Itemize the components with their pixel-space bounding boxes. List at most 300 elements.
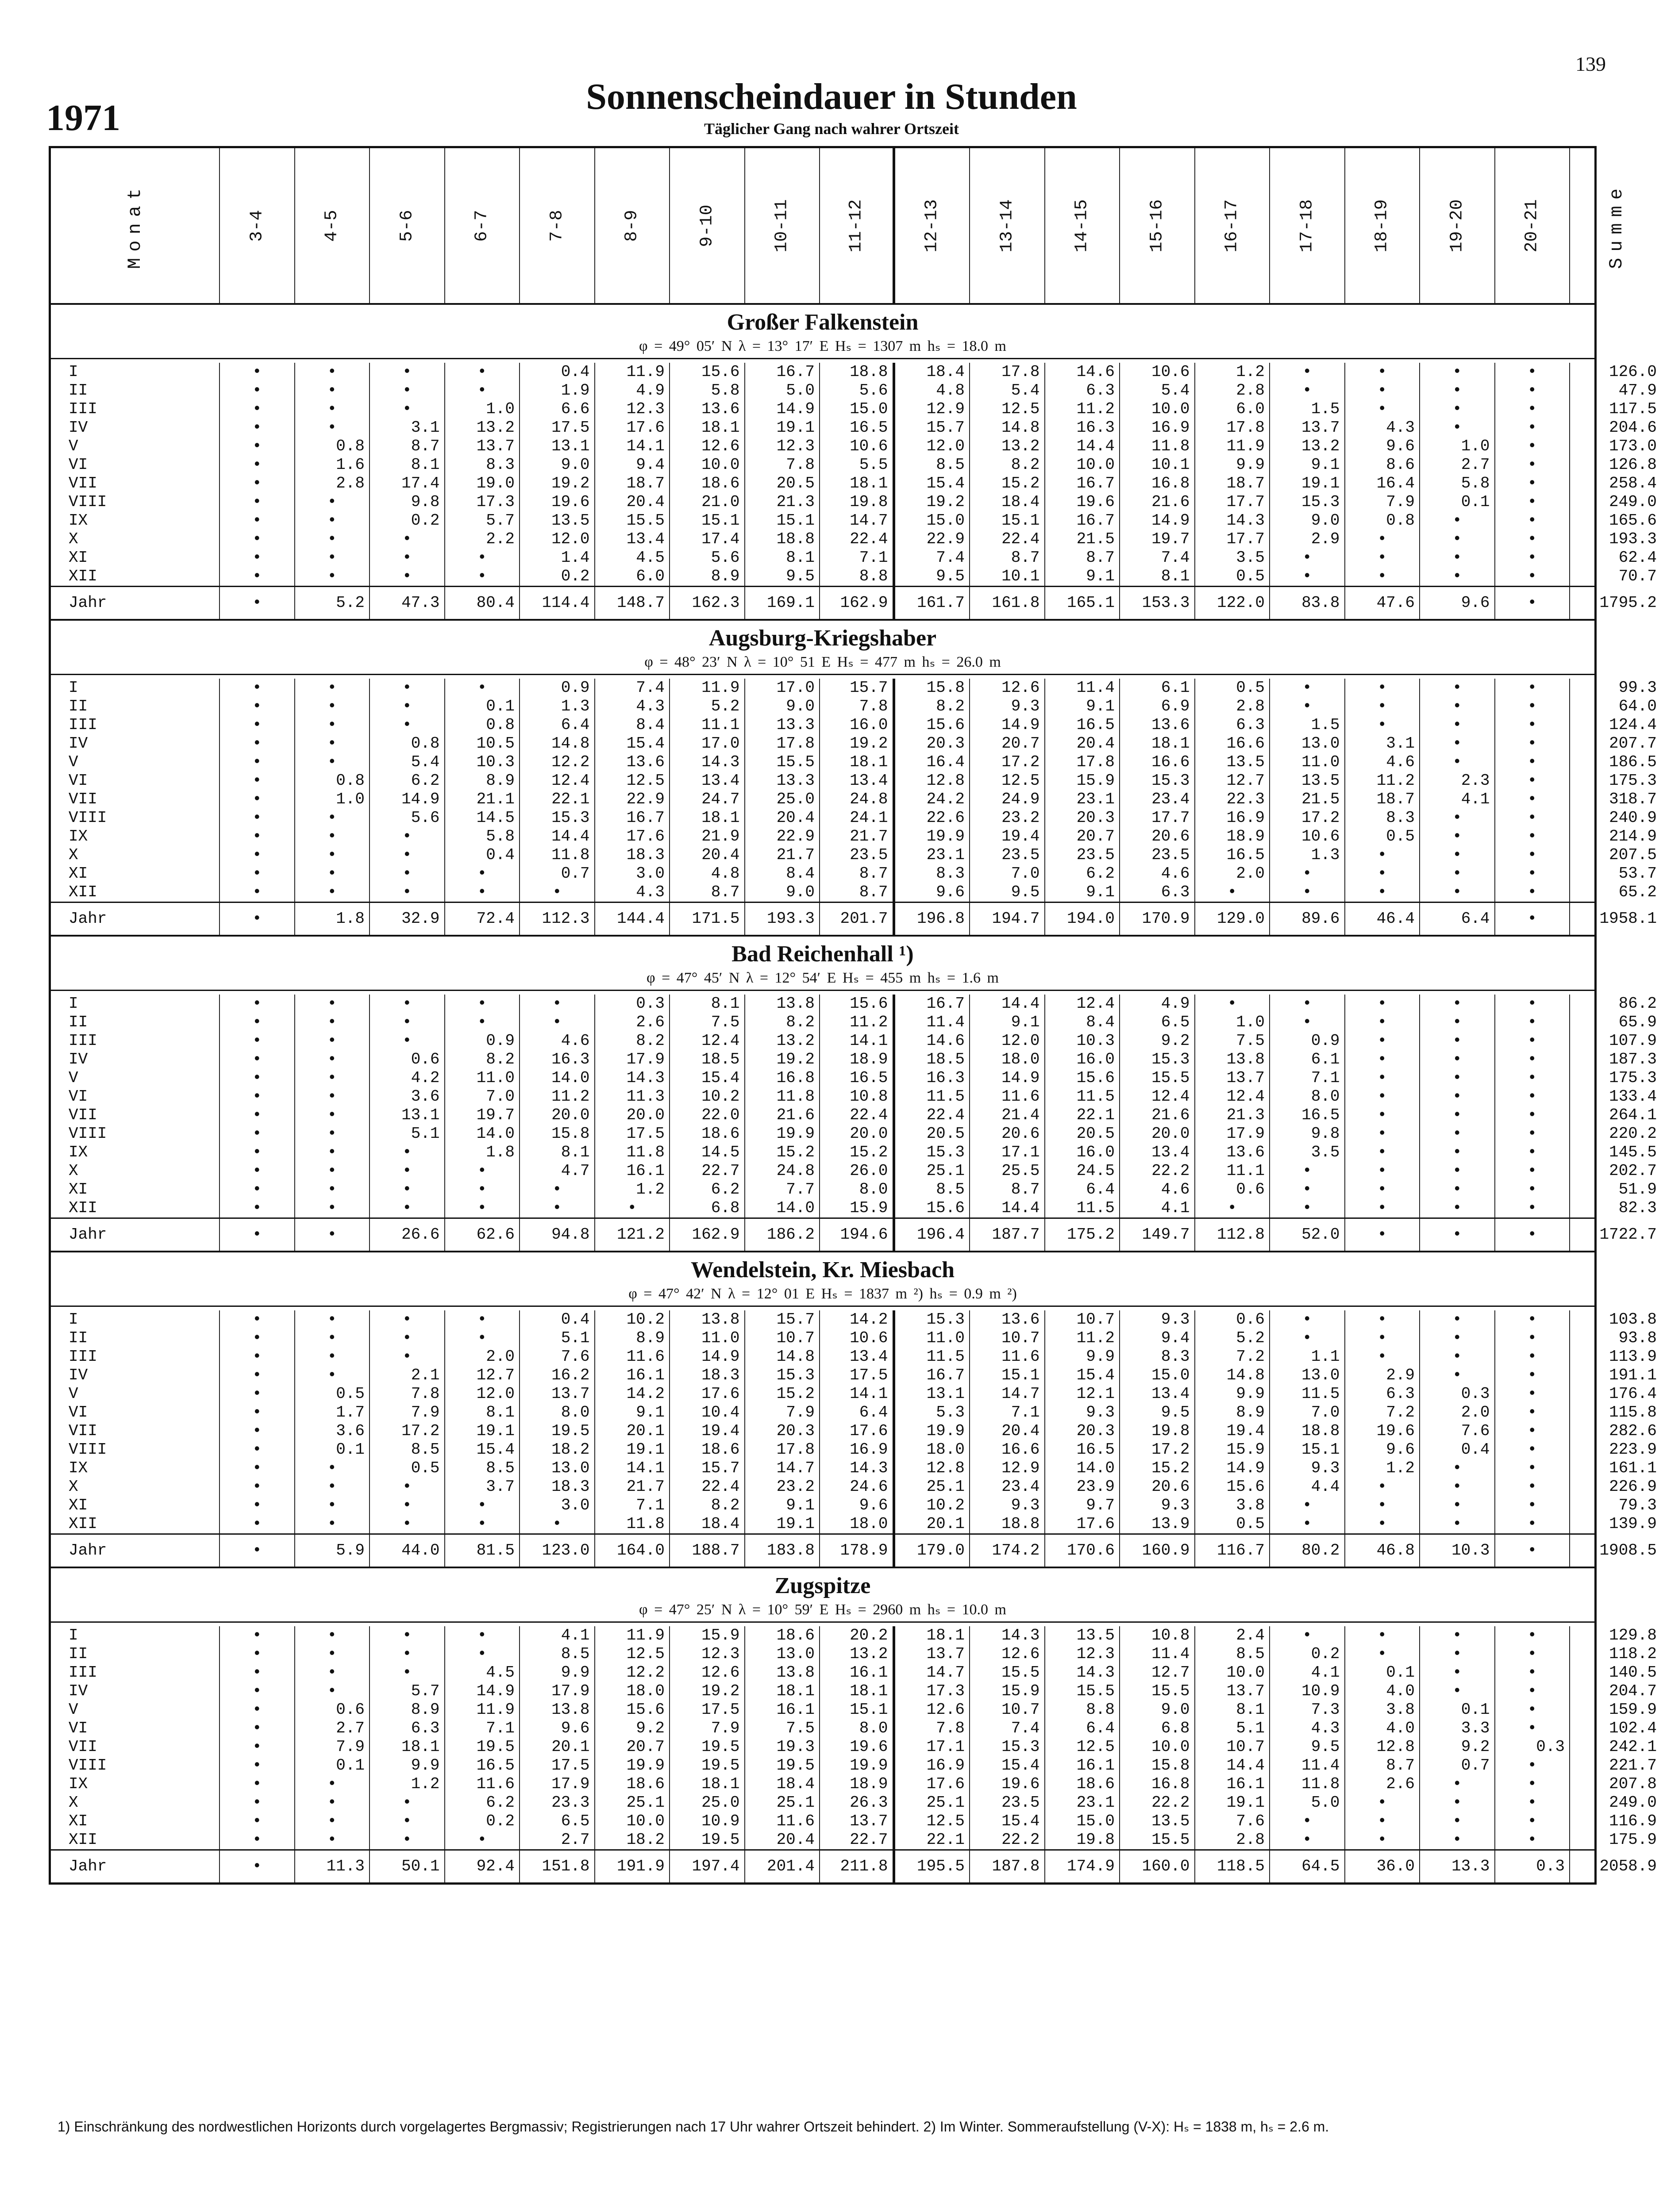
month-cell: IV: [51, 419, 220, 437]
value-cell: •: [1495, 456, 1571, 474]
value-cell: 19.1: [1270, 474, 1345, 493]
header-hour-label: 13-14: [997, 199, 1017, 253]
value-cell: 18.3: [670, 1366, 745, 1385]
value-cell: 13.2: [1270, 437, 1345, 456]
value-cell: 0.9: [1270, 1032, 1345, 1050]
value-cell: 8.9: [370, 1701, 445, 1719]
value-cell: 9.0: [520, 456, 595, 474]
header-hour-label: 11-12: [846, 199, 866, 253]
value-cell: 10.0: [1195, 1663, 1270, 1682]
sum-cell: 102.4: [1609, 1719, 1657, 1737]
value-cell: 16.8: [1120, 1775, 1195, 1793]
value-cell: 18.1: [895, 1626, 970, 1645]
value-cell: 0.8: [1345, 511, 1420, 530]
value-cell: 7.2: [1345, 1403, 1420, 1422]
station-name: Wendelstein, Kr. Miesbach: [690, 1257, 955, 1283]
value-cell: 0.4: [445, 846, 520, 864]
value-cell: •: [1495, 1478, 1571, 1496]
value-cell: •: [1345, 716, 1420, 734]
month-cell: XII: [51, 567, 220, 586]
value-cell: •: [1495, 809, 1571, 827]
value-cell: 21.0: [670, 493, 745, 511]
value-cell: •: [1495, 995, 1571, 1013]
value-cell: 11.9: [445, 1701, 520, 1719]
value-cell: 11.3: [595, 1087, 670, 1106]
value-cell: •: [295, 530, 370, 549]
value-cell: 4.7: [520, 1162, 595, 1180]
value-cell: 4.9: [595, 381, 670, 400]
value-cell: 4.8: [895, 381, 970, 400]
sum-cell: 175.3: [1609, 772, 1657, 790]
value-cell: 8.5: [370, 1440, 445, 1459]
value-cell: 19.6: [820, 1738, 895, 1756]
month-cell: III: [51, 1348, 220, 1366]
value-cell: 11.2: [520, 1087, 595, 1106]
value-cell: 0.6: [295, 1701, 370, 1719]
value-cell: 4.3: [595, 697, 670, 716]
value-cell: 14.9: [445, 1682, 520, 1701]
value-cell: 5.7: [370, 1682, 445, 1701]
value-cell: 3.5: [1195, 549, 1270, 567]
value-cell: 0.1: [1420, 1701, 1495, 1719]
value-cell: 14.0: [745, 1199, 820, 1217]
value-cell: •: [295, 1310, 370, 1329]
value-cell: 186.2: [745, 1219, 820, 1251]
value-cell: 20.3: [745, 1422, 820, 1440]
value-cell: 19.7: [445, 1106, 520, 1125]
value-cell: 10.6: [820, 1329, 895, 1348]
value-cell: 12.3: [595, 400, 670, 419]
header-hour-label: 6-7: [472, 209, 492, 242]
value-cell: 5.4: [1120, 381, 1195, 400]
value-cell: 11.6: [595, 1348, 670, 1366]
value-cell: •: [1270, 995, 1345, 1013]
month-cell: VIII: [51, 809, 220, 827]
value-cell: •: [1345, 1831, 1420, 1849]
station-name: Zugspitze: [774, 1573, 871, 1598]
table-row: [51, 1143, 1657, 1162]
value-cell: •: [370, 1348, 445, 1366]
sum-cell: 124.4: [1609, 716, 1657, 734]
table-row: [51, 1793, 1657, 1812]
value-cell: •: [1345, 1793, 1420, 1812]
value-cell: 8.5: [1195, 1645, 1270, 1663]
month-cell: XI: [51, 549, 220, 567]
value-cell: 12.4: [520, 772, 595, 790]
value-cell: •: [1270, 549, 1345, 567]
table-row: [51, 697, 1657, 716]
value-cell: 11.9: [595, 1626, 670, 1645]
value-cell: •: [370, 381, 445, 400]
value-cell: 20.1: [895, 1515, 970, 1533]
table-row: [51, 363, 1657, 381]
value-cell: •: [220, 1219, 295, 1251]
value-cell: 9.6: [1345, 437, 1420, 456]
value-cell: •: [370, 846, 445, 864]
value-cell: •: [445, 381, 520, 400]
value-cell: •: [295, 363, 370, 381]
value-cell: 14.3: [1195, 511, 1270, 530]
value-cell: 17.8: [745, 1440, 820, 1459]
value-cell: •: [370, 1478, 445, 1496]
value-cell: •: [1495, 1143, 1571, 1162]
value-cell: 15.3: [895, 1143, 970, 1162]
month-cell: VII: [51, 790, 220, 809]
value-cell: 9.7: [1045, 1496, 1120, 1515]
value-cell: 0.1: [295, 1756, 370, 1775]
value-cell: 6.3: [1345, 1385, 1420, 1403]
value-cell: 50.1: [370, 1851, 445, 1882]
value-cell: 24.7: [670, 790, 745, 809]
value-cell: 16.5: [1195, 846, 1270, 864]
value-cell: 8.9: [445, 772, 520, 790]
sum-cell: 86.2: [1618, 995, 1657, 1013]
value-cell: 15.4: [595, 734, 670, 753]
value-cell: 22.9: [745, 827, 820, 846]
value-cell: •: [1345, 1143, 1420, 1162]
value-cell: •: [1495, 1329, 1571, 1348]
value-cell: 4.3: [595, 883, 670, 902]
value-cell: 15.0: [1120, 1366, 1195, 1385]
value-cell: •: [295, 1050, 370, 1069]
header-hour-label: 16-17: [1222, 199, 1242, 253]
value-cell: 7.5: [745, 1719, 820, 1738]
value-cell: 21.5: [1270, 790, 1345, 809]
value-cell: 3.7: [445, 1478, 520, 1496]
value-cell: 187.8: [970, 1851, 1045, 1882]
value-cell: 11.6: [445, 1775, 520, 1793]
value-cell: 15.4: [670, 1069, 745, 1087]
value-cell: •: [295, 753, 370, 772]
value-cell: 14.1: [820, 1032, 895, 1050]
value-cell: 13.6: [970, 1310, 1045, 1329]
value-cell: 8.1: [745, 549, 820, 567]
table-row: [51, 1013, 1657, 1032]
value-cell: 19.1: [745, 419, 820, 437]
value-cell: •: [445, 1831, 520, 1849]
value-cell: 14.4: [970, 1199, 1045, 1217]
table-row: [51, 1162, 1657, 1180]
value-cell: •: [1345, 549, 1420, 567]
value-cell: 11.5: [1270, 1385, 1345, 1403]
value-cell: •: [1420, 400, 1495, 419]
value-cell: 15.2: [1120, 1459, 1195, 1478]
value-cell: 12.4: [1045, 995, 1120, 1013]
value-cell: 21.7: [595, 1478, 670, 1496]
value-cell: 17.2: [370, 1422, 445, 1440]
month-cell: I: [51, 1310, 220, 1329]
header-hour: [520, 148, 595, 303]
value-cell: •: [1420, 846, 1495, 864]
value-cell: 17.0: [670, 734, 745, 753]
value-cell: •: [1345, 1013, 1420, 1032]
month-cell: IX: [51, 1775, 220, 1793]
value-cell: 11.5: [895, 1348, 970, 1366]
value-cell: 0.3: [1495, 1851, 1571, 1882]
sum-cell: 175.3: [1609, 1069, 1657, 1087]
station-coordinates: φ = 47° 45′ N λ = 12° 54′ E Hₛ = 455 m hₛ = 1.6 m: [646, 970, 999, 986]
value-cell: •: [1495, 1793, 1571, 1812]
value-cell: 15.5: [745, 753, 820, 772]
value-cell: 1.0: [295, 790, 370, 809]
value-cell: 7.8: [370, 1385, 445, 1403]
value-cell: •: [1195, 883, 1270, 902]
value-cell: 0.2: [1270, 1645, 1345, 1663]
value-cell: •: [445, 1180, 520, 1199]
value-cell: •: [220, 1050, 295, 1069]
value-cell: 11.4: [1045, 679, 1120, 697]
value-cell: 23.5: [820, 846, 895, 864]
value-cell: 2.2: [445, 530, 520, 549]
value-cell: 12.9: [970, 1459, 1045, 1478]
table-row: [51, 493, 1657, 511]
value-cell: 47.6: [1345, 587, 1420, 619]
value-cell: •: [1495, 697, 1571, 716]
table-row: [51, 1738, 1657, 1756]
value-cell: •: [1420, 1143, 1495, 1162]
value-cell: 11.8: [1270, 1775, 1345, 1793]
value-cell: 118.5: [1195, 1851, 1270, 1882]
value-cell: 16.1: [595, 1162, 670, 1180]
value-cell: 4.6: [520, 1032, 595, 1050]
page-subtitle: Täglicher Gang nach wahrer Ortszeit: [704, 120, 959, 138]
value-cell: 14.4: [520, 827, 595, 846]
value-cell: •: [220, 1645, 295, 1663]
value-cell: 18.8: [970, 1515, 1045, 1533]
value-cell: 8.7: [820, 864, 895, 883]
value-cell: •: [445, 1162, 520, 1180]
month-cell: VI: [51, 1719, 220, 1738]
value-cell: 18.1: [820, 1682, 895, 1701]
value-cell: 11.0: [895, 1329, 970, 1348]
value-cell: 0.5: [295, 1385, 370, 1403]
value-cell: 9.9: [1195, 456, 1270, 474]
value-cell: 12.8: [1345, 1738, 1420, 1756]
header-hour-label: 17-18: [1297, 199, 1317, 253]
value-cell: •: [220, 1199, 295, 1217]
value-cell: 16.5: [445, 1756, 520, 1775]
sum-cell: 145.5: [1609, 1143, 1657, 1161]
value-cell: 4.4: [1270, 1478, 1345, 1496]
value-cell: 26.0: [820, 1162, 895, 1180]
table-row: [51, 846, 1657, 864]
value-cell: 15.1: [970, 511, 1045, 530]
value-cell: •: [295, 1478, 370, 1496]
value-cell: •: [295, 419, 370, 437]
value-cell: 0.8: [295, 437, 370, 456]
value-cell: 9.8: [370, 493, 445, 511]
value-cell: 13.6: [595, 753, 670, 772]
value-cell: 17.5: [670, 1701, 745, 1719]
value-cell: 12.5: [970, 772, 1045, 790]
value-cell: 1.1: [1270, 1348, 1345, 1366]
value-cell: 14.3: [970, 1626, 1045, 1645]
value-cell: •: [445, 1496, 520, 1515]
value-cell: •: [445, 883, 520, 902]
value-cell: 8.2: [895, 697, 970, 716]
sum-cell: 99.3: [1618, 679, 1657, 697]
value-cell: 5.6: [820, 381, 895, 400]
table-row: [51, 772, 1657, 790]
value-cell: 7.9: [745, 1403, 820, 1422]
value-cell: 16.5: [1045, 716, 1120, 734]
table-row: [51, 1106, 1657, 1125]
header-hour-label: 8-9: [622, 209, 642, 242]
value-cell: •: [295, 1032, 370, 1050]
sum-cell: 51.9: [1618, 1180, 1657, 1198]
value-cell: 10.0: [1045, 456, 1120, 474]
value-cell: 15.7: [895, 419, 970, 437]
month-cell: II: [51, 1645, 220, 1663]
value-cell: •: [220, 1478, 295, 1496]
value-cell: •: [1420, 809, 1495, 827]
value-cell: 12.3: [1045, 1645, 1120, 1663]
value-cell: 9.1: [745, 1496, 820, 1515]
value-cell: 0.5: [1195, 1515, 1270, 1533]
value-cell: 14.3: [670, 753, 745, 772]
value-cell: 17.6: [595, 827, 670, 846]
value-cell: 18.1: [745, 1682, 820, 1701]
value-cell: 15.5: [1120, 1069, 1195, 1087]
value-cell: 9.4: [595, 456, 670, 474]
value-cell: 22.6: [895, 809, 970, 827]
value-cell: •: [1420, 1663, 1495, 1682]
value-cell: •: [445, 864, 520, 883]
value-cell: 15.3: [1120, 772, 1195, 790]
value-cell: 17.5: [520, 419, 595, 437]
value-cell: 18.0: [895, 1440, 970, 1459]
value-cell: •: [1495, 679, 1571, 697]
value-cell: 23.5: [970, 1793, 1045, 1812]
value-cell: 5.4: [370, 753, 445, 772]
value-cell: 11.9: [595, 363, 670, 381]
footnote: 1) Einschränkung des nordwestlichen Horizonts durch vorgelagertes Bergmassiv; Registrierungen nach 17 Uhr wahrer Ortszeit behindert. 2) Im Winter. Sommeraufstellung (V-X): Hₛ = 1838 m, hₛ = 2.6 m.: [58, 2119, 1329, 2135]
value-cell: 16.1: [745, 1701, 820, 1719]
value-cell: •: [1345, 1329, 1420, 1348]
value-cell: 9.1: [1045, 883, 1120, 902]
value-cell: 46.4: [1345, 903, 1420, 935]
sum-cell: 242.1: [1609, 1738, 1657, 1756]
value-cell: •: [445, 567, 520, 586]
value-cell: 18.0: [970, 1050, 1045, 1069]
value-cell: 15.6: [1045, 1069, 1120, 1087]
value-cell: 6.2: [670, 1180, 745, 1199]
value-cell: 112.3: [520, 903, 595, 935]
sum-cell: 226.9: [1609, 1478, 1657, 1496]
value-cell: 153.3: [1120, 587, 1195, 619]
value-cell: 17.6: [595, 419, 670, 437]
value-cell: •: [1495, 827, 1571, 846]
value-cell: 194.7: [970, 903, 1045, 935]
value-cell: 6.1: [1120, 679, 1195, 697]
value-cell: 14.4: [1045, 437, 1120, 456]
table-row: [51, 1756, 1657, 1775]
header-hour-label: 20-21: [1522, 199, 1542, 253]
value-cell: 160.9: [1120, 1535, 1195, 1567]
month-cell: III: [51, 716, 220, 734]
value-cell: •: [295, 511, 370, 530]
value-cell: •: [1495, 1366, 1571, 1385]
value-cell: 9.9: [520, 1663, 595, 1682]
table-row: [51, 1515, 1657, 1533]
value-cell: •: [1270, 1812, 1345, 1831]
value-cell: 8.2: [970, 456, 1045, 474]
value-cell: 15.5: [970, 1663, 1045, 1682]
table-row: [51, 1478, 1657, 1496]
value-cell: •: [1420, 753, 1495, 772]
table-row: [51, 1422, 1657, 1440]
value-cell: •: [370, 883, 445, 902]
value-cell: 20.6: [1120, 827, 1195, 846]
value-cell: 175.2: [1045, 1219, 1120, 1251]
value-cell: 15.2: [745, 1385, 820, 1403]
value-cell: 17.9: [520, 1682, 595, 1701]
table-row: [51, 827, 1657, 846]
value-cell: •: [295, 1366, 370, 1385]
value-cell: •: [1495, 1219, 1571, 1251]
value-cell: 25.1: [895, 1478, 970, 1496]
value-cell: 22.0: [670, 1106, 745, 1125]
month-cell: VI: [51, 456, 220, 474]
value-cell: 201.7: [820, 903, 895, 935]
value-cell: 12.5: [1045, 1738, 1120, 1756]
value-cell: 13.0: [745, 1645, 820, 1663]
value-cell: •: [220, 1422, 295, 1440]
value-cell: 11.2: [820, 1013, 895, 1032]
value-cell: •: [1495, 1440, 1571, 1459]
value-cell: •: [1495, 400, 1571, 419]
sum-cell: 116.9: [1609, 1812, 1657, 1830]
value-cell: •: [295, 864, 370, 883]
value-cell: 8.7: [970, 549, 1045, 567]
value-cell: 15.5: [1045, 1682, 1120, 1701]
station-coordinates: φ = 49° 05′ N λ = 13° 17′ E Hₛ = 1307 m hₛ = 18.0 m: [639, 338, 1006, 354]
value-cell: 72.4: [445, 903, 520, 935]
year-total-row: [51, 902, 1657, 935]
header-hour-label: 15-16: [1147, 199, 1167, 253]
value-cell: 19.8: [1120, 1422, 1195, 1440]
value-cell: 18.6: [745, 1626, 820, 1645]
sum-cell: 113.9: [1609, 1348, 1657, 1366]
header-sum-label: Summe: [1606, 182, 1627, 269]
value-cell: •: [1495, 530, 1571, 549]
value-cell: 4.9: [1120, 995, 1195, 1013]
value-cell: 13.2: [745, 1032, 820, 1050]
value-cell: 19.3: [745, 1738, 820, 1756]
year-label: Jahr: [51, 1219, 220, 1251]
table-row: [51, 1682, 1657, 1701]
value-cell: •: [1345, 1125, 1420, 1143]
value-cell: 13.7: [445, 437, 520, 456]
value-cell: •: [370, 716, 445, 734]
value-cell: 10.5: [445, 734, 520, 753]
value-cell: 20.4: [1045, 734, 1120, 753]
value-cell: 11.0: [1270, 753, 1345, 772]
value-cell: 1.0: [1420, 437, 1495, 456]
value-cell: 16.7: [895, 1366, 970, 1385]
sum-cell: 126.8: [1609, 456, 1657, 474]
value-cell: 14.0: [1045, 1459, 1120, 1478]
value-cell: •: [295, 1180, 370, 1199]
value-cell: 21.3: [1195, 1106, 1270, 1125]
value-cell: 11.5: [1045, 1199, 1120, 1217]
value-cell: •: [220, 1180, 295, 1199]
value-cell: 5.7: [445, 511, 520, 530]
value-cell: •: [220, 772, 295, 790]
value-cell: •: [1420, 716, 1495, 734]
value-cell: •: [1420, 1050, 1495, 1069]
table-row: [51, 1069, 1657, 1087]
